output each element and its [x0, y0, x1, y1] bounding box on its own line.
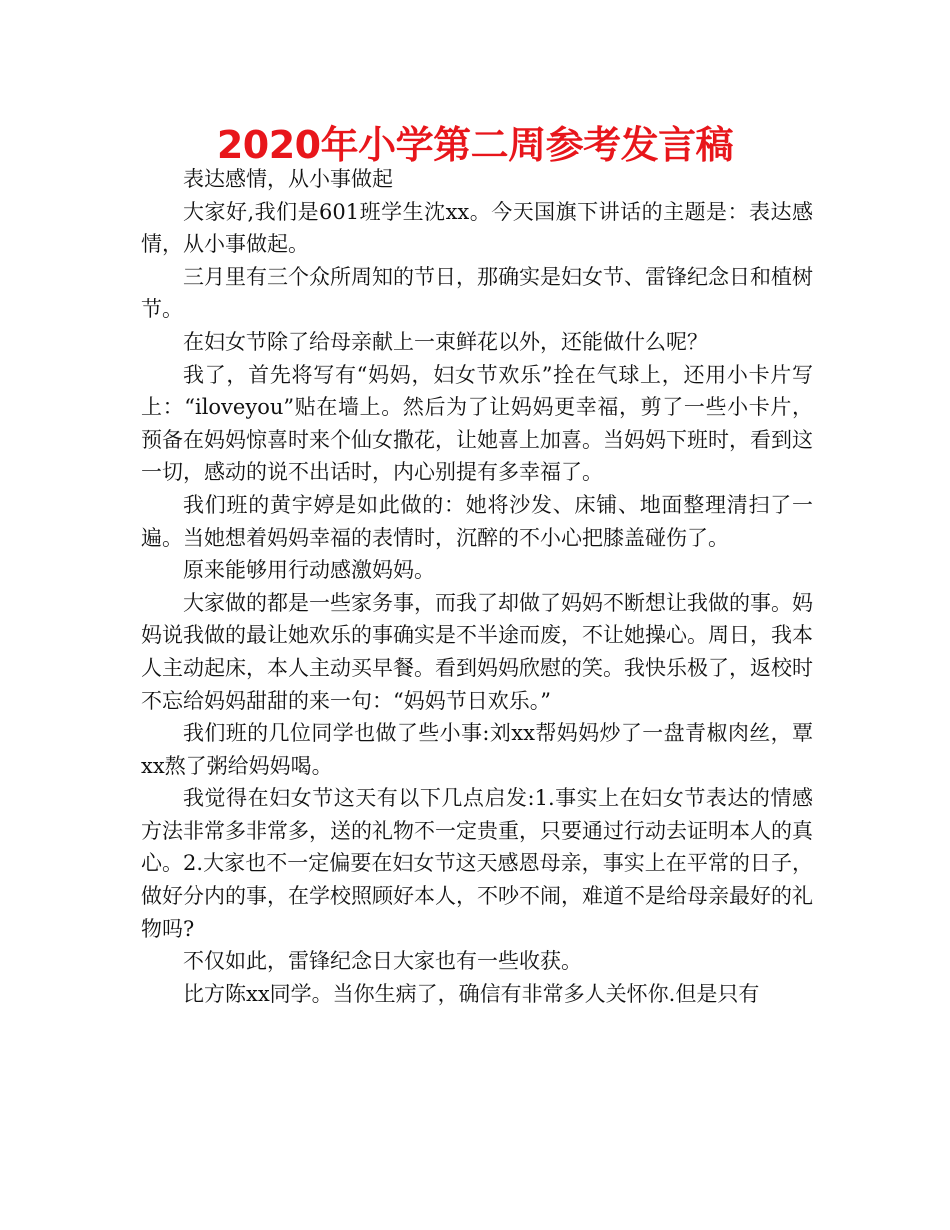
paragraph: 在妇女节除了给母亲献上一束鲜花以外，还能做什么呢？ — [183, 329, 708, 354]
paragraph: 比方陈xx同学。当你生病了，确信有非常多人关怀你.但是只有 — [183, 981, 760, 1006]
paragraph: 我们班的黄宇婷是如此做的：她将沙发、床铺、地面整理清扫了一遍。当她想着妈妈幸福的表情时，沉醉的不小心把膝盖碰伤了。 — [141, 492, 813, 550]
paragraph: 表达感情，从小事做起 — [183, 167, 393, 191]
document-body — [141, 163, 813, 1010]
paragraph: 我觉得在妇女节这天有以下几点启发:1.事实上在妇女节表达的情感方法非常多非常多，送的礼物不一定贵重，只要通过行动去证明本人的真心。2.大家也不一定偏要在妇女节这天感恩母亲，事实上在平常的日子，做好分内的事，在学校照顾好本人，不吵不闹，难道不是给母亲最好的礼物吗? — [141, 786, 813, 941]
paragraph: 大家好,我们是601班学生沈xx。今天国旗下讲话的主题是：表达感情，从小事做起。 — [141, 199, 813, 257]
paragraph: 我们班的几位同学也做了些小事:刘xx帮妈妈炒了一盘青椒肉丝，覃xx熬了粥给妈妈喝。 — [141, 721, 813, 778]
document-title: 2020年小学第二周参考发言稿 — [216, 123, 734, 167]
paragraph: 三月里有三个众所周知的节日，那确实是妇女节、雷锋纪念日和植树节。 — [141, 264, 813, 322]
paragraph: 我了，首先将写有“妈妈，妇女节欢乐”拴在气球上，还用小卡片写上：“iloveyou”贴在墙上。然后为了让妈妈更幸福，剪了一些小卡片，预备在妈妈惊喜时来个仙女撒花，让她喜上加喜。当妈妈下班时，看到这一切，感动的说不出话时，内心别提有多幸福了。 — [141, 362, 813, 485]
paragraph: 不仅如此，雷锋纪念日大家也有一些收获。 — [183, 949, 582, 974]
paragraph: 原来能够用行动感激妈妈。 — [183, 558, 435, 583]
paragraph: 大家做的都是一些家务事，而我了却做了妈妈不断想让我做的事。妈妈说我做的最让她欢乐的事确实是不半途而废，不让她操心。周日，我本人主动起床，本人主动买早餐。看到妈妈欣慰的笑。我快乐极了，返校时不忘给妈妈甜甜的来一句：“妈妈节日欢乐。” — [141, 590, 813, 713]
